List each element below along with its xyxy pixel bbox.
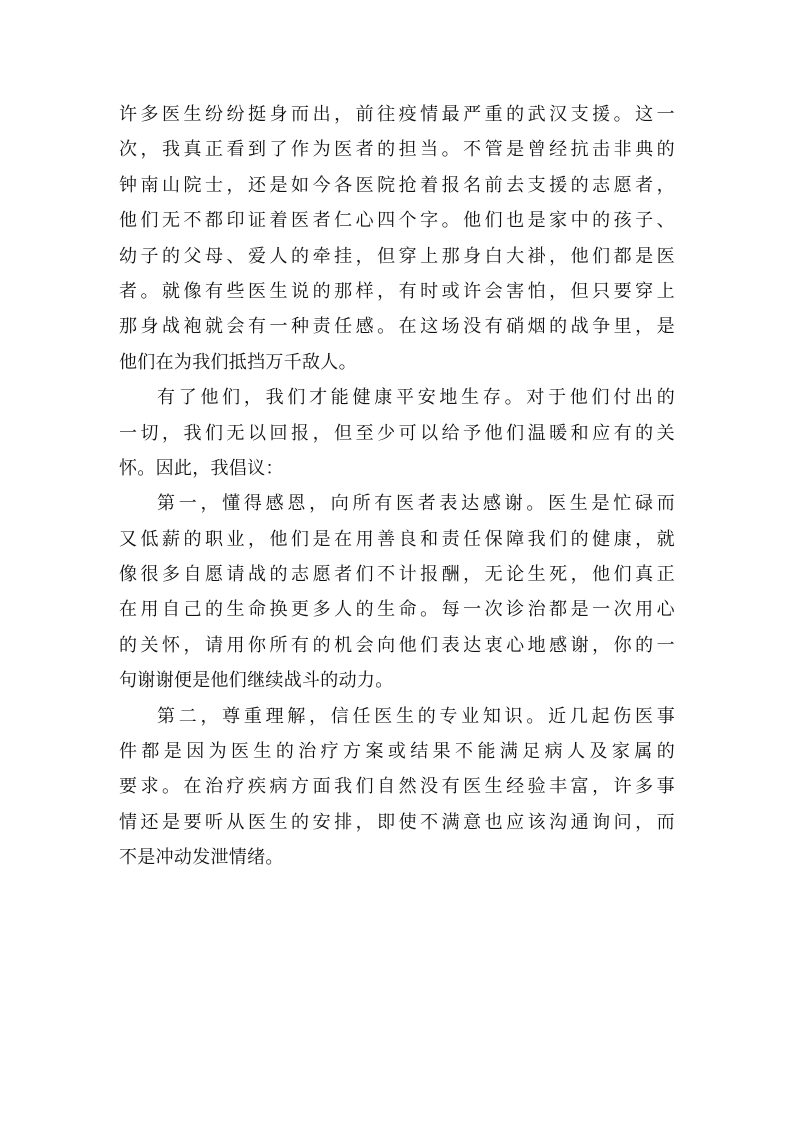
- paragraph: [119, 486, 675, 698]
- text-line: 那身战袍就会有一种责任感。在这场没有硝烟的战争里，是: [119, 316, 675, 338]
- paragraph: [119, 699, 675, 876]
- text-line: 怀。因此，我倡议：: [119, 457, 284, 479]
- text-line: 有了他们，我们才能健康平安地生存。对于他们付出的: [157, 387, 675, 409]
- text-line: 情还是要听从医生的安排，即使不满意也应该沟通询问，而: [119, 811, 675, 833]
- text-line: 在用自己的生命换更多人的生命。每一次诊治都是一次用心: [119, 599, 675, 621]
- text-line: 钟南山院士，还是如今各医院抢着报名前去支援的志愿者，: [119, 174, 675, 196]
- text-line: 次，我真正看到了作为医者的担当。不管是曾经抗击非典的: [119, 139, 675, 161]
- text-line: 的关怀，请用你所有的机会向他们表达衷心地感谢，你的一: [119, 634, 675, 656]
- paragraph: [119, 380, 675, 486]
- paragraph: [119, 97, 675, 380]
- text-line: 他们无不都印证着医者仁心四个字。他们也是家中的孩子、: [119, 210, 675, 232]
- text-line: 一切，我们无以回报，但至少可以给予他们温暖和应有的关: [119, 422, 675, 444]
- text-line: 第一，懂得感恩，向所有医者表达感谢。医生是忙碌而: [157, 493, 675, 515]
- text-line: 句谢谢便是他们继续战斗的动力。: [119, 670, 394, 692]
- text-line: 又低薪的职业，他们是在用善良和责任保障我们的健康，就: [119, 528, 675, 550]
- text-line: 第二，尊重理解，信任医生的专业知识。近几起伤医事: [157, 705, 675, 727]
- text-line: 他们在为我们抵挡万千敌人。: [119, 351, 357, 373]
- text-line: 要求。在治疗疾病方面我们自然没有医生经验丰富，许多事: [119, 776, 675, 798]
- document-body: [119, 97, 675, 876]
- text-line: 幼子的父母、爱人的牵挂，但穿上那身白大褂，他们都是医: [119, 245, 675, 267]
- text-line: 件都是因为医生的治疗方案或结果不能满足病人及家属的: [119, 741, 675, 763]
- text-line: 者。就像有些医生说的那样，有时或许会害怕，但只要穿上: [119, 280, 675, 302]
- text-line: 不是冲动发泄情绪。: [119, 847, 284, 869]
- text-line: 像很多自愿请战的志愿者们不计报酬，无论生死，他们真正: [119, 564, 675, 586]
- text-line: 许多医生纷纷挺身而出，前往疫情最严重的武汉支援。这一: [119, 104, 675, 125]
